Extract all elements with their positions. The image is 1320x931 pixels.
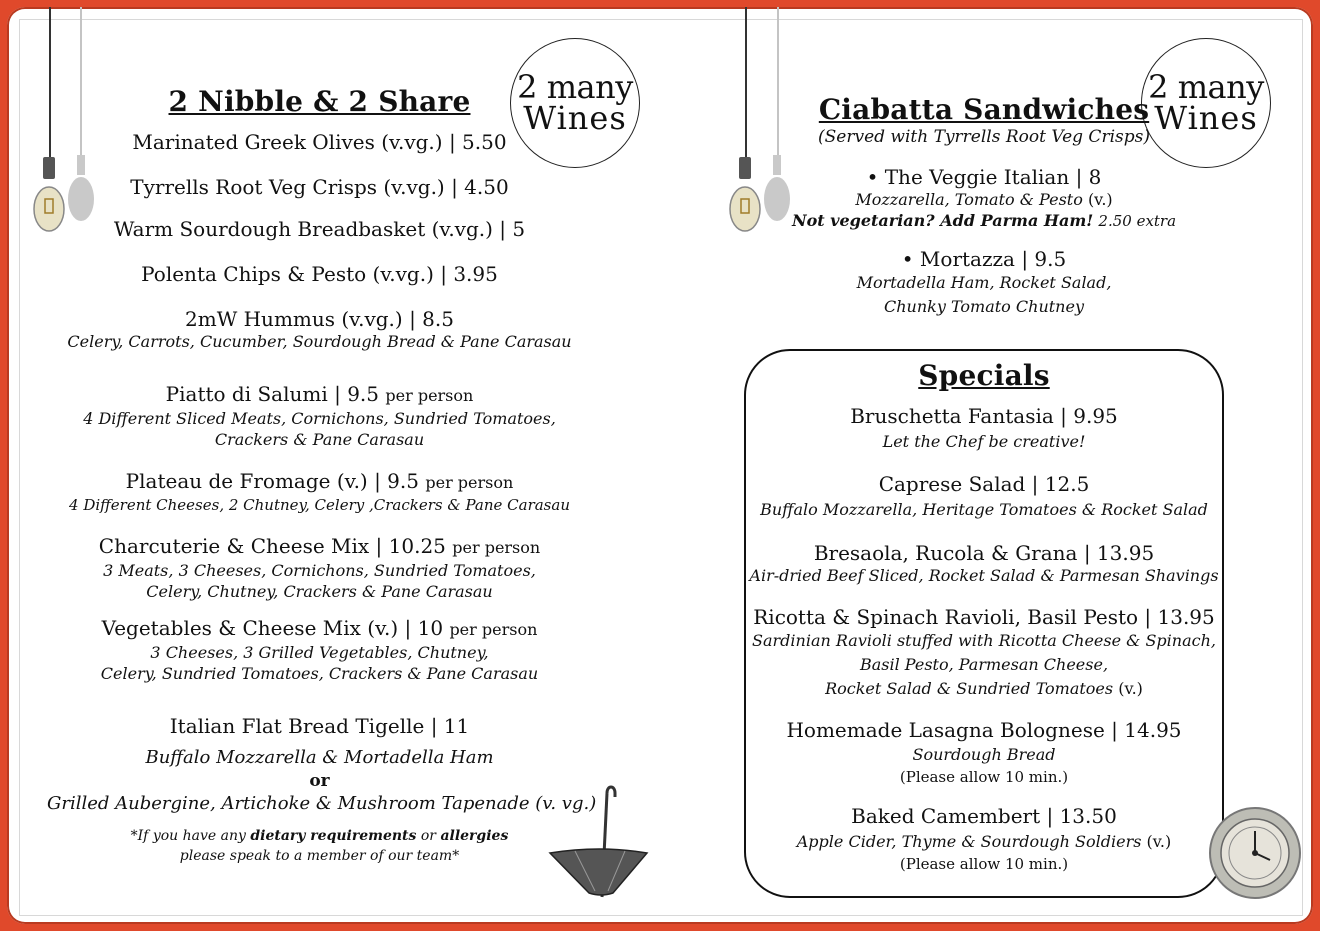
logo-line-1: 2 many <box>1148 68 1264 106</box>
item-description: Celery, Carrots, Cucumber, Sourdough Bread & Pane Carasau <box>67 332 572 351</box>
specials-section <box>744 359 1224 872</box>
item-description: Mozzarella, Tomato & Pesto (v.) <box>855 190 1113 209</box>
section-heading: Ciabatta Sandwiches <box>818 93 1150 126</box>
menu-item: Marinated Greek Olives (v.vg.) | 5.50 <box>132 130 507 154</box>
or-separator: or <box>309 771 330 791</box>
item-description: Mortadella Ham, Rocket Salad, <box>856 273 1112 292</box>
ciabatta-section <box>745 93 1223 319</box>
bulb-wire-left <box>49 7 51 157</box>
menu-frame <box>7 7 1313 924</box>
menu-item: Warm Sourdough Breadbasket (v.vg.) | 5 <box>113 217 526 241</box>
special-item: Baked Camembert | 13.50 <box>851 804 1117 828</box>
item-description: Sourdough Bread <box>912 745 1056 764</box>
logo-line-1: 2 many <box>517 68 633 106</box>
prep-time-note: (Please allow 10 min.) <box>899 768 1069 786</box>
special-item: Bruschetta Fantasia | 9.95 <box>850 404 1118 428</box>
menu-item: Charcuterie & Cheese Mix | 10.25 per person <box>98 534 541 558</box>
menu-item: 2mW Hummus (v.vg.) | 8.5 <box>185 307 454 331</box>
menu-item: Plateau de Fromage (v.) | 9.5 per person <box>125 469 514 493</box>
menu-item: Tyrrells Root Veg Crisps (v.vg.) | 4.50 <box>130 175 509 199</box>
logo-line-2: Wines <box>1154 99 1258 137</box>
special-item: Bresaola, Rucola & Grana | 13.95 <box>813 541 1155 565</box>
item-description: Grilled Aubergine, Artichoke & Mushroom Tapenade (v. vg.) <box>47 793 597 814</box>
item-description: Chunky Tomato Chutney <box>884 297 1084 316</box>
menu-item: • Mortazza | 9.5 <box>901 247 1067 271</box>
prep-time-note: (Please allow 10 min.) <box>899 855 1069 873</box>
logo-line-2: Wines <box>523 99 627 137</box>
item-description: 4 Different Cheeses, 2 Chutney, Celery ,Crackers & Pane Carasau <box>69 496 570 514</box>
item-description: Buffalo Mozzarella & Mortadella Ham <box>145 747 494 768</box>
item-description: 4 Different Sliced Meats, Cornichons, Sundried Tomatoes, <box>83 409 556 428</box>
menu-item: Polenta Chips & Pesto (v.vg.) | 3.95 <box>141 262 498 286</box>
item-description: Air-dried Beef Sliced, Rocket Salad & Parmesan Shavings <box>749 566 1219 585</box>
item-description: Basil Pesto, Parmesan Cheese, <box>859 655 1109 674</box>
special-item: Caprese Salad | 12.5 <box>878 472 1090 496</box>
section-heading: 2 Nibble & 2 Share <box>168 85 471 118</box>
special-item: Homemade Lasagna Bolognese | 14.95 <box>786 718 1182 742</box>
section-subheading: (Served with Tyrrells Root Veg Crisps) <box>818 127 1150 147</box>
allergy-note-line-2: please speak to a member of our team* <box>179 848 460 864</box>
menu-item: Piatto di Salumi | 9.5 per person <box>165 382 474 406</box>
item-description: Apple Cider, Thyme & Sourdough Soldiers (v.) <box>796 832 1172 851</box>
item-description: Crackers & Pane Carasau <box>214 430 425 449</box>
item-description: Rocket Salad & Sundried Tomatoes (v.) <box>825 679 1143 698</box>
item-extra: Not vegetarian? Add Parma Ham! 2.50 extra <box>791 211 1177 230</box>
allergy-note: *If you have any dietary requirements or allergies <box>130 828 509 844</box>
menu-item: Vegetables & Cheese Mix (v.) | 10 per person <box>101 616 538 640</box>
menu-item: Italian Flat Bread Tigelle | 11 <box>169 714 470 738</box>
item-description: Sardinian Ravioli stuffed with Ricotta Cheese & Spinach, <box>752 631 1216 650</box>
specials-heading: Specials <box>918 359 1050 392</box>
item-description: 3 Cheeses, 3 Grilled Vegetables, Chutney, <box>150 643 489 662</box>
umbrella-icon <box>545 785 655 903</box>
menu-item: • The Veggie Italian | 8 <box>866 165 1102 189</box>
item-description: Let the Chef be creative! <box>882 432 1086 451</box>
item-description: Buffalo Mozzarella, Heritage Tomatoes & Rocket Salad <box>760 500 1208 519</box>
item-description: 3 Meats, 3 Cheeses, Cornichons, Sundried Tomatoes, <box>103 561 536 580</box>
clock-icon <box>1207 805 1303 901</box>
special-item: Ricotta & Spinach Ravioli, Basil Pesto | 13.95 <box>753 605 1215 629</box>
item-description: Celery, Sundried Tomatoes, Crackers & Pane Carasau <box>100 664 539 683</box>
item-description: Celery, Chutney, Crackers & Pane Carasau <box>146 582 493 601</box>
